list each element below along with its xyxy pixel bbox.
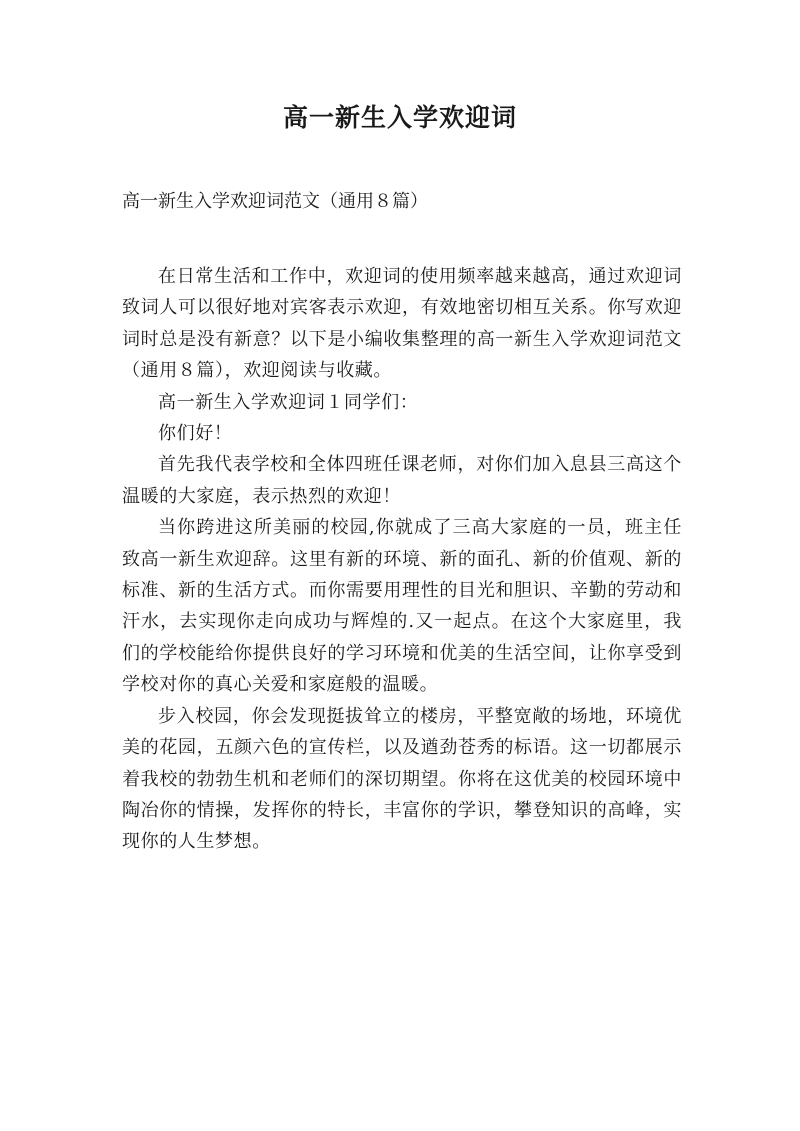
paragraph: 你们好！: [158, 423, 233, 445]
paragraph: 当你跨进这所美丽的校园,你就成了三高大家庭的一员，班主任致高一新生欢迎辞。这里有新的环境、新的面孔、新的价值观、新的标准、新的生活方式。而你需要用理性的目光和胆识、辛勤的劳动和汗水，去实现你走向成功与辉煌的.又一起点。在这个大家庭里，我们的学校能给你提供良好的学习环境和优美的生活空间，让你享受到学校对你的真心关爱和家庭般的温暖。: [122, 517, 682, 696]
document-subtitle: 高一新生入学欢迎词范文（通用８篇）: [122, 191, 428, 212]
paragraph: 首先我代表学校和全体四班任课老师，对你们加入息县三高这个温暖的大家庭，表示热烈的欢迎！: [122, 454, 682, 507]
paragraph: 高一新生入学欢迎词１同学们：: [158, 391, 419, 413]
paragraph: 在日常生活和工作中，欢迎词的使用频率越来越高，通过欢迎词致词人可以很好地对宾客表示欢迎，有效地密切相互关系。你写欢迎词时总是没有新意？以下是小编收集整理的高一新生入学欢迎词范文（通用８篇），欢迎阅读与收藏。: [122, 266, 682, 382]
document-title: 高一新生入学欢迎词: [282, 103, 517, 132]
document-body: [122, 261, 682, 858]
paragraph: 步入校园，你会发现挺拔耸立的楼房，平整宽敞的场地，环境优美的花园，五颜六色的宣传栏，以及遒劲苍秀的标语。这一切都展示着我校的勃勃生机和老师们的深切期望。你将在这优美的校园环境中陶冶你的情操，发挥你的特长，丰富你的学识，攀登知识的高峰，实现你的人生梦想。: [122, 705, 682, 853]
